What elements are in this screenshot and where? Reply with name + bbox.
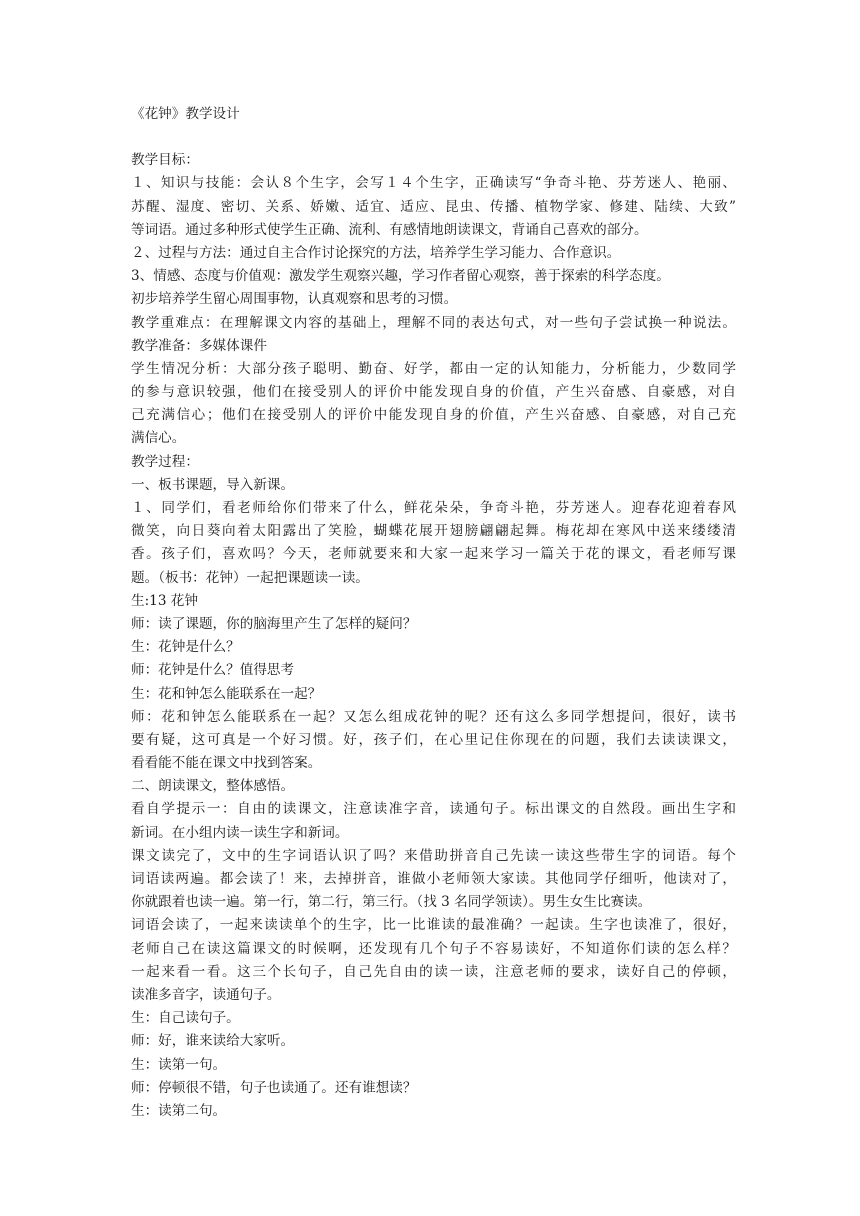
paragraph-line: １、同学们，看老师给你们带来了什么，鲜花朵朵，争奇斗艳，芬芳迷人。迎春花迎着春风 [131, 500, 736, 516]
paragraph-line: １、知识与技能：会认８个生字，会写１４个生字，正确读写“争奇斗艳、芬芳迷人、艳丽、 [131, 175, 736, 192]
document-body [131, 103, 736, 1123]
paragraph-line: 生：读第二句。 [131, 1102, 227, 1119]
paragraph-line: 的参与意识较强，他们在接受别人的评价中能发现自身的价值，产生兴奋感、自豪感，对自 [131, 384, 736, 401]
paragraph-line: 香。孩子们，喜欢吗？今天，老师就要来和大家一起来学习一篇关于花的课文，看老师写课 [131, 546, 736, 563]
paragraph-line: 师：花和钟怎么能联系在一起？又怎么组成花钟的呢？还有这么多同学想提问，很好，读书 [131, 708, 736, 725]
paragraph-line: 生：自己读句子。 [131, 1010, 240, 1027]
paragraph-line: 一起来看一看。这三个长句子，自己先自由的读一读，注意老师的要求，读好自己的停顿， [131, 963, 736, 980]
paragraph-line: 生:13 花钟 [131, 592, 198, 609]
paragraph-line: 教学重难点：在理解课文内容的基础上，理解不同的表达句式，对一些句子尝试换一种说法。 [131, 314, 736, 331]
paragraph-line: 初步培养学生留心周围事物，认真观察和思考的习惯。 [131, 291, 458, 308]
paragraph-line: 等词语。通过多种形式使学生正确、流利、有感情地朗读课文，背诵自己喜欢的部分。 [131, 221, 648, 238]
paragraph-line: 微笑，向日葵向着太阳露出了笑脸，蝴蝶花展开翅膀翩翩起舞。梅花却在寒风中送来缕缕清 [131, 523, 736, 540]
paragraph-line: 教学过程： [131, 453, 199, 470]
paragraph-line: 老师自己在读这篇课文的时候啊，还发现有几个句子不容易读好，不知道你们读的怎么样？ [131, 940, 736, 957]
paragraph-line: 你就跟着也读一遍。第一行，第二行，第三行。（找 3 名同学领读）。男生女生比赛读。 [131, 894, 652, 911]
paragraph-line: 己充满信心；他们在接受别人的评价中能发现自身的价值，产生兴奋感、自豪感，对自己充 [131, 407, 736, 424]
paragraph-line: 3、情感、态度与价值观：激发学生观察兴趣，学习作者留心观察，善于探索的科学态度。 [131, 268, 670, 285]
paragraph-line: 苏醒、湿度、密切、关系、娇嫩、适宜、适应、昆虫、传播、植物学家、修建、陆续、大致” [131, 198, 736, 215]
paragraph-line: 生：花钟是什么？ [131, 639, 240, 656]
document-title: 《花钟》教学设计 [131, 106, 240, 122]
paragraph-line: ２、过程与方法：通过自主合作讨论探究的方法，培养学生学习能力、合作意识。 [131, 244, 621, 261]
paragraph-line: 二、朗读课文，整体感悟。 [131, 778, 295, 795]
paragraph-line: 学生情况分析：大部分孩子聪明、勤奋、好学，都由一定的认知能力，分析能力，少数同学 [131, 360, 736, 377]
paragraph-line: 师：花钟是什么？值得思考 [131, 662, 295, 679]
paragraph-line: 师：读了课题，你的脑海里产生了怎样的疑问？ [131, 615, 417, 632]
paragraph-line: 课文读完了，文中的生字词语认识了吗？来借助拼音自己先读一读这些带生字的词语。每个 [131, 847, 736, 864]
paragraph-line: 生：读第一句。 [131, 1056, 227, 1073]
paragraph-line: 师：好，谁来读给大家听。 [131, 1033, 295, 1050]
paragraph-line: 新词。在小组内读一读生字和新词。 [131, 824, 349, 841]
paragraph-line: 一、板书课题，导入新课。 [131, 476, 295, 493]
paragraph-line: 要有疑，这可真是一个好习惯。好，孩子们，在心里记住你现在的问题，我们去读读课文， [131, 731, 736, 748]
paragraph-line: 读准多音字，读通句子。 [131, 986, 281, 1003]
paragraph-line: 词语读两遍。都会读了！来，去掉拼音，谁做小老师领大家读。其他同学仔细听，他读对了， [131, 871, 736, 887]
paragraph-line: 教学目标： [131, 152, 199, 169]
paragraph-line: 看看能不能在课文中找到答案。 [131, 755, 322, 772]
paragraph-line: 词语会读了，一起来读读单个的生字，比一比谁读的最准确？一起读。生字也读准了，很好， [131, 917, 736, 934]
paragraph-line: 教学准备：多媒体课件 [131, 337, 267, 354]
document-lines [131, 149, 736, 1123]
paragraph-line: 师：停顿很不错，句子也读通了。还有谁想读？ [131, 1079, 417, 1096]
paragraph-line: 看自学提示一：自由的读课文，注意读准字音，读通句子。标出课文的自然段。画出生字和 [131, 801, 736, 818]
paragraph-line: 题。（板书：花钟）一起把课题读一读。 [131, 569, 369, 586]
paragraph-line: 生：花和钟怎么能联系在一起？ [131, 685, 322, 702]
paragraph-line: 满信心。 [131, 430, 186, 447]
